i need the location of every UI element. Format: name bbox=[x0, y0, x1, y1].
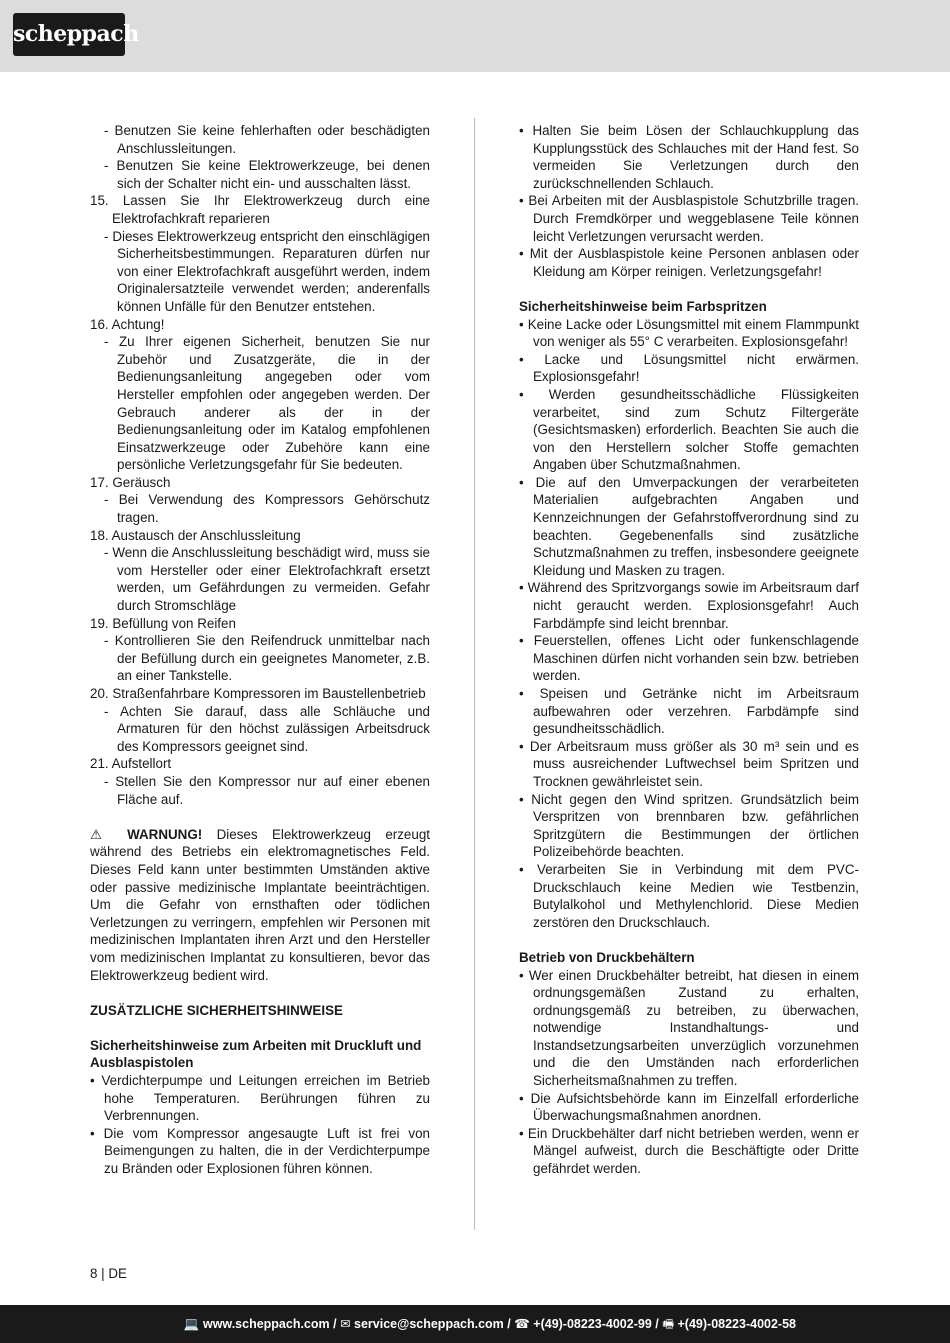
bullet-icon: • bbox=[519, 686, 540, 701]
list-item bbox=[519, 738, 859, 791]
spacer bbox=[90, 808, 430, 826]
numbered-item bbox=[90, 192, 430, 227]
list-item bbox=[90, 333, 430, 474]
list-item-text: Lacke und Lösungsmittel nicht erwärmen. Explosionsgefahr! bbox=[533, 351, 859, 385]
section-heading: Sicherheitshinweise beim Farbspritzen bbox=[519, 298, 767, 314]
list-item bbox=[519, 474, 859, 580]
spacer bbox=[90, 984, 430, 1002]
bullet-icon: • bbox=[519, 474, 536, 490]
list-item-text: Benutzen Sie keine fehlerhaften oder beschädigten Anschlussleitungen. bbox=[114, 123, 430, 156]
list-item bbox=[90, 1072, 430, 1125]
numbered-item-text: 17. Geräusch bbox=[90, 474, 171, 490]
list-item-text: Ein Druckbehälter darf nicht betrieben werden, wenn er Mängel aufweist, durch die Beschäftigte oder Dritte gefährdet werden. bbox=[527, 1125, 859, 1177]
section-heading: ZUSÄTZLICHE SICHERHEITSHINWEISE bbox=[90, 1002, 343, 1018]
list-item bbox=[90, 1125, 430, 1178]
list-item-text: Zu Ihrer eigenen Sicherheit, benutzen Sie nur Zubehör und Zusatzgeräte, die in der Bedienungsanleitung angegeben oder vom Hersteller empfohlen oder angegeben werden. Der Gebrauch anderer als der in der Bedienungsanleitung oder im Katalog empfohlenen Einsatzwerkzeuge oder Zubehöre kann eine persönliche Verletzungsgefahr für Sie bedeuten. bbox=[117, 334, 430, 473]
numbered-item bbox=[90, 685, 430, 703]
section-heading: Betrieb von Druckbehältern bbox=[519, 949, 695, 965]
warning-text: Dieses Elektrowerkzeug erzeugt während des Betriebs ein elektromagnetisches Feld. Dieses Feld kann unter bestimmten Umständen aktive oder passive medizinische Implantate beeinträchtigen. Um die Gefahr von ernsthaften oder tödlichen Verletzungen zu verringern, empfehlen wir Personen mit medizinischen Implantaten ihren Arzt und den Hersteller vom medizinischen Implantat zu konsultieren, bevor das Elektrowerkzeug bedient wird. bbox=[90, 826, 430, 983]
bullet-icon: • bbox=[519, 1090, 531, 1106]
list-item-text: Werden gesundheitsschädliche Flüssigkeiten verarbeitet, sind zum Schutz Filtergeräte (Gesichtsmasken) erforderlich. Beachten Sie auch die von den Herstellern solcher Stoffe gemachten Angaben über Schutzmaßnahmen. bbox=[533, 386, 859, 473]
list-item-text: Nicht gegen den Wind spritzen. Grundsätzlich beim Verspritzen von brennbaren bzw. gefährlichen Spritzgütern die Bestimmungen der örtlichen Polizeibehörde beachten. bbox=[531, 791, 859, 860]
numbered-item-text: 21. Aufstellort bbox=[90, 756, 172, 772]
bullet-icon: • bbox=[519, 193, 529, 209]
page-footer: 💻 www.scheppach.com / ✉ service@scheppach.com / ☎ +(49)-08223-4002-99 / 🖷 +(49)-08223-4002-58 bbox=[0, 1305, 950, 1343]
dash-marker: - bbox=[104, 633, 115, 649]
spacer bbox=[519, 931, 859, 949]
list-item bbox=[519, 861, 859, 931]
list-item bbox=[90, 703, 430, 756]
numbered-item-text: 18. Austausch der Anschlussleitung bbox=[90, 527, 301, 543]
list-item-text: Die Aufsichtsbehörde kann im Einzelfall erforderliche Überwachungsmaßnahmen anordnen. bbox=[530, 1090, 859, 1124]
bullet-icon: • bbox=[519, 386, 549, 402]
list-item-text: Die auf den Umverpackungen der verarbeiteten Materialien aufgebrachten Angaben und Kennzeichnungen der Gefahrstoffverordnung sind zu beachten. Gegebenenfalls sind zusätzliche Schutzmaßnahmen zu treffen, insbesondere geeignete Kleidung und Masken zu tragen. bbox=[533, 474, 859, 578]
list-item-text: Bei Verwendung des Kompressors Gehörschutz tragen. bbox=[117, 492, 430, 526]
list-item-text: Der Arbeitsraum muss größer als 30 m³ sein und es muss ausreichender Luftwechsel beim Spritzen und Trocknen gewährleistet sein. bbox=[529, 738, 859, 789]
page-header bbox=[0, 0, 950, 72]
numbered-item bbox=[90, 316, 430, 334]
warning-label: WARNUNG! bbox=[127, 826, 203, 842]
list-item bbox=[519, 316, 859, 351]
list-item bbox=[90, 544, 430, 614]
list-item-text: Achten Sie darauf, dass alle Schläuche und Armaturen für den höchst zulässigen Arbeitsdruck des Kompressors geeignet sind. bbox=[117, 703, 430, 754]
list-item bbox=[90, 491, 430, 526]
list-item bbox=[90, 632, 430, 685]
list-item bbox=[519, 579, 859, 632]
right-column bbox=[519, 122, 859, 1178]
bullet-icon: • bbox=[519, 791, 532, 807]
bullet-icon: • bbox=[519, 1125, 528, 1141]
dash-marker: - bbox=[104, 228, 113, 244]
section-heading: Sicherheitshinweise zum Arbeiten mit Druckluft und Ausblaspistolen bbox=[90, 1037, 422, 1071]
numbered-item-text: 15. Lassen Sie Ihr Elektrowerkzeug durch eine Elektrofachkraft reparieren bbox=[90, 193, 430, 226]
envelope-icon: ✉ bbox=[340, 1317, 351, 1331]
footer-email[interactable]: service@scheppach.com bbox=[354, 1317, 504, 1331]
dash-marker: - bbox=[104, 123, 115, 138]
list-item-text: Feuerstellen, offenes Licht oder funkenschlagende Maschinen dürfen nicht vorhanden sein bzw. betrieben werden. bbox=[533, 633, 859, 684]
bullet-icon: • bbox=[519, 316, 528, 332]
list-item bbox=[519, 192, 859, 245]
bullet-icon: • bbox=[519, 351, 545, 367]
laptop-icon: 💻 bbox=[183, 1317, 200, 1331]
page-number: 8 | DE bbox=[90, 1266, 127, 1281]
spacer bbox=[90, 1019, 430, 1037]
numbered-item-text: 16. Achtung! bbox=[90, 316, 165, 332]
list-item bbox=[90, 773, 430, 808]
warning-paragraph bbox=[90, 826, 430, 984]
bullet-icon: • bbox=[519, 738, 530, 754]
list-item bbox=[519, 967, 859, 1090]
list-item-text: Dieses Elektrowerkzeug entspricht den einschlägigen Sicherheitsbestimmungen. Reparaturen dürfen nur von einer Elektrofachkraft ausgeführt werden, indem Originalersatzteile verwendet werden; anderenfalls können Unfälle für den Benutzer entstehen. bbox=[112, 228, 430, 314]
column-divider bbox=[474, 118, 475, 1230]
spacer bbox=[519, 280, 859, 298]
phone-icon: ☎ bbox=[514, 1317, 530, 1331]
list-item bbox=[519, 122, 859, 192]
bullet-icon: • bbox=[90, 1073, 102, 1089]
numbered-item-text: 19. Befüllung von Reifen bbox=[90, 615, 236, 631]
list-item-text: Stellen Sie den Kompressor nur auf einer ebenen Fläche auf. bbox=[115, 773, 430, 807]
list-item bbox=[519, 386, 859, 474]
dash-marker: - bbox=[104, 545, 113, 561]
numbered-item bbox=[90, 615, 430, 633]
list-item-text: Halten Sie beim Lösen der Schlauchkupplung das Kupplungsstück des Schlauches mit der Hand fest. So vermeiden Sie Verletzungen durch den zurückschnellenden Schlauch. bbox=[532, 123, 859, 191]
list-item-text: Mit der Ausblaspistole keine Personen anblasen oder Kleidung am Körper reinigen. Verletzungsgefahr! bbox=[529, 246, 859, 279]
list-item-text: Verdichterpumpe und Leitungen erreichen im Betrieb hohe Temperaturen. Berührungen führen zu Verbrennungen. bbox=[101, 1073, 430, 1124]
bullet-icon: • bbox=[90, 1125, 104, 1141]
list-item bbox=[519, 245, 859, 280]
list-item bbox=[519, 791, 859, 861]
footer-website[interactable]: www.scheppach.com bbox=[202, 1317, 330, 1331]
numbered-item bbox=[90, 474, 430, 492]
dash-marker: - bbox=[104, 703, 120, 719]
fax-icon: 🖷 bbox=[662, 1317, 675, 1331]
list-item-text: Die vom Kompressor angesaugte Luft ist frei von Beimengungen zu halten, die in der Verdichterpumpe zu Bränden oder Explosionen führen können. bbox=[103, 1125, 430, 1177]
bullet-icon: • bbox=[519, 633, 534, 649]
list-item-text: Speisen und Getränke nicht im Arbeitsraum aufbewahren oder verzehren. Farbdämpfe sind gesundheitsschädlich. bbox=[533, 686, 859, 737]
list-item-text: Während des Spritzvorgangs sowie im Arbeitsraum darf nicht geraucht werden. Explosionsgefahr! Auch Farbdämpfe sind leicht brennbar. bbox=[527, 580, 859, 631]
list-item bbox=[519, 1125, 859, 1178]
bullet-icon: • bbox=[519, 580, 528, 596]
footer-phone: +(49)-08223-4002-99 bbox=[533, 1317, 652, 1331]
bullet-icon: • bbox=[519, 861, 538, 877]
warning-triangle-icon: ⚠ bbox=[90, 826, 128, 842]
numbered-item bbox=[90, 755, 430, 773]
list-item-text: Bei Arbeiten mit der Ausblaspistole Schutzbrille tragen. Durch Fremdkörper und weggeblasene Teile können leicht Verletzungen verursacht werden. bbox=[528, 193, 859, 244]
bullet-icon: • bbox=[519, 246, 530, 262]
left-column bbox=[90, 122, 430, 1178]
dash-marker: - bbox=[104, 492, 119, 508]
footer-fax: +(49)-08223-4002-58 bbox=[677, 1317, 796, 1331]
numbered-item-text: 20. Straßenfahrbare Kompressoren im Baustellenbetrieb bbox=[90, 686, 426, 701]
list-item bbox=[519, 685, 859, 738]
list-item bbox=[519, 351, 859, 386]
bullet-icon: • bbox=[519, 123, 533, 138]
list-item-text: Benutzen Sie keine Elektrowerkzeuge, bei denen sich der Schalter nicht ein- und ausschalten lässt. bbox=[116, 158, 430, 191]
list-item-text: Wenn die Anschlussleitung beschädigt wird, muss sie vom Hersteller oder einer Elektrofachkraft ersetzt werden, um Gefährdungen zu vermeiden. Gefahr durch Stromschläge bbox=[112, 545, 430, 614]
list-item bbox=[519, 1090, 859, 1125]
list-item-text: Verarbeiten Sie in Verbindung mit dem PVC-Druckschlauch keine Medien wie Testbenzin, Butylalkohol und Methylenchlorid. Diese Medien zerstören den Druckschlauch. bbox=[533, 861, 859, 930]
dash-marker: - bbox=[104, 158, 117, 174]
list-item-text: Wer einen Druckbehälter betreibt, hat diesen in einem ordnungsgemäßen Zustand zu erhalten, ordnungsgemäß zu betreiben, zu überwachen, notwendige Instandhaltungs- und Instandsetzungsarbeiten unverzüglich vorzunehmen und die den Umständen nach erforderlichen Sicherheitsmaßnahmen zu treffen. bbox=[528, 967, 859, 1089]
list-item bbox=[90, 157, 430, 192]
dash-marker: - bbox=[104, 773, 116, 789]
brand-logo: scheppach bbox=[13, 13, 125, 56]
list-item-text: Keine Lacke oder Lösungsmittel mit einem Flammpunkt von weniger als 55° C verarbeiten. Explosionsgefahr! bbox=[527, 316, 859, 350]
numbered-item bbox=[90, 527, 430, 545]
dash-marker: - bbox=[104, 334, 119, 350]
list-item-text: Kontrollieren Sie den Reifendruck unmittelbar nach der Befüllung durch ein geeignetes Manometer, z.B. an einer Tankstelle. bbox=[114, 633, 430, 684]
list-item bbox=[519, 632, 859, 685]
bullet-icon: • bbox=[519, 967, 529, 983]
list-item bbox=[90, 122, 430, 157]
list-item bbox=[90, 228, 430, 316]
